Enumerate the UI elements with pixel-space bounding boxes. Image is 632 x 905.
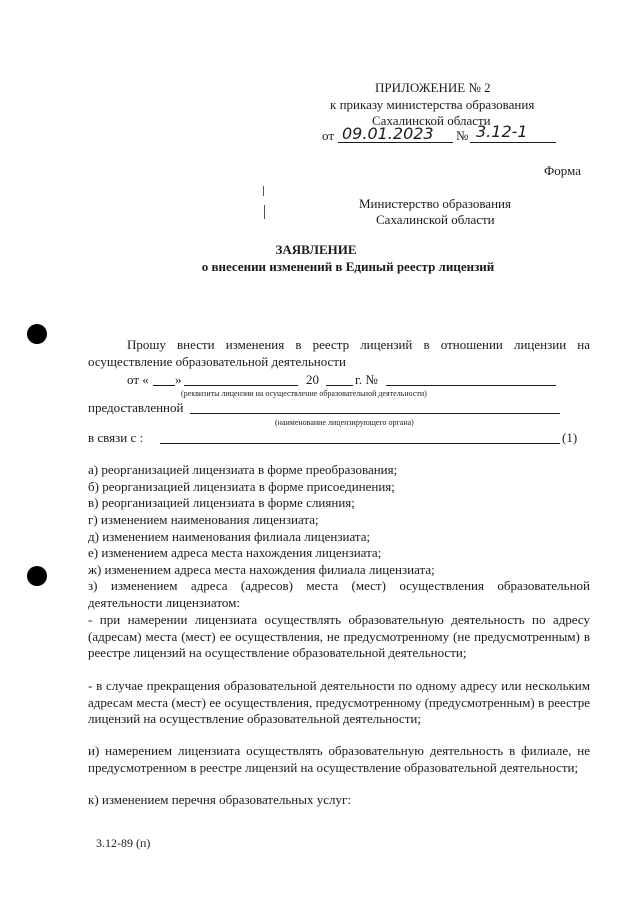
document-title: ЗАЯВЛЕНИЕ [275,242,357,257]
footer-code: 3.12-89 (п) [96,836,151,850]
order-region: Сахалинской области [372,113,491,128]
scan-mark [263,186,264,196]
licence-number-line [386,385,556,386]
authority-caption: (наименование лицензирующего органа) [275,418,414,427]
handwritten-date: 09.01.2023 [342,124,434,143]
year-field-line [326,385,353,386]
month-field-line [184,385,298,386]
order-reference: к приказу министерства образования [330,97,535,112]
number-line [470,142,556,143]
footnote-marker: (1) [562,430,578,445]
list-item: и) намерением лицензиата осуществлять образовательную деятельность в филиале, не предусмотренном в реестре лицензий на осуществление образовательной деятельности; [88,743,590,775]
request-line-1: Прошу внести изменения в реестр лицензий в отношении лицензии на [127,337,590,352]
list-item: а) реорганизацией лицензиата в форме преобразования; [88,462,398,477]
list-item: в) реорганизацией лицензиата в форме слияния; [88,495,355,510]
appendix-heading: ПРИЛОЖЕНИЕ № 2 [375,80,491,95]
year-prefix: 20 [306,372,319,387]
addressee-line-2: Сахалинской области [376,212,495,227]
list-item: ж) изменением адреса места нахождения филиала лицензиата; [88,562,435,577]
punch-hole [27,324,47,344]
quote-close: » [175,372,182,387]
list-item: - при намерении лицензиата осуществлять образовательную деятельность по адресу (адресам) места (мест) ее осуществления, не предусмотренному (не предусмотренным) в реестре лицензий на осуществление образовательной деятельности; [88,612,590,661]
reason-label: в связи с : [88,430,144,445]
list-item: б) реорганизацией лицензиата в форме присоединения; [88,479,395,494]
request-line-2: осуществление образовательной деятельности [88,354,346,369]
requisites-caption: (реквизиты лицензии на осуществление образовательной деятельности) [181,389,427,398]
handwritten-number: 3.12-1 [476,122,528,141]
document-subtitle: о внесении изменений в Единый реестр лицензий [201,259,495,274]
authority-field-line [190,413,560,414]
list-item: к) изменением перечня образовательных услуг: [88,792,351,807]
list-item: е) изменением адреса места нахождения лицензиата; [88,545,382,560]
reason-field-line [160,443,560,444]
punch-hole [27,566,47,586]
list-item: з) изменением адреса (адресов) места (мест) осуществления образовательной деятельности лицензиатом: [88,578,590,610]
list-item: г) изменением наименования лицензиата; [88,512,319,527]
number-label: г. № [355,372,378,387]
number-prefix: № [456,128,469,143]
addressee-line-1: Министерство образования [359,196,511,211]
form-label: Форма [544,163,581,178]
provided-label: предоставленной [88,400,184,415]
scan-mark [264,205,265,219]
list-item: - в случае прекращения образовательной деятельности по одному адресу или нескольким адресам места (мест) ее осуществления, предусмотренному (предусмотренным) в реестре лицензий на осуществление образовательной деятельности; [88,678,590,727]
from-label: от « [127,372,149,387]
date-prefix: от [322,128,335,143]
day-field-line [153,385,175,386]
list-item: д) изменением наименования филиала лицензиата; [88,529,371,544]
